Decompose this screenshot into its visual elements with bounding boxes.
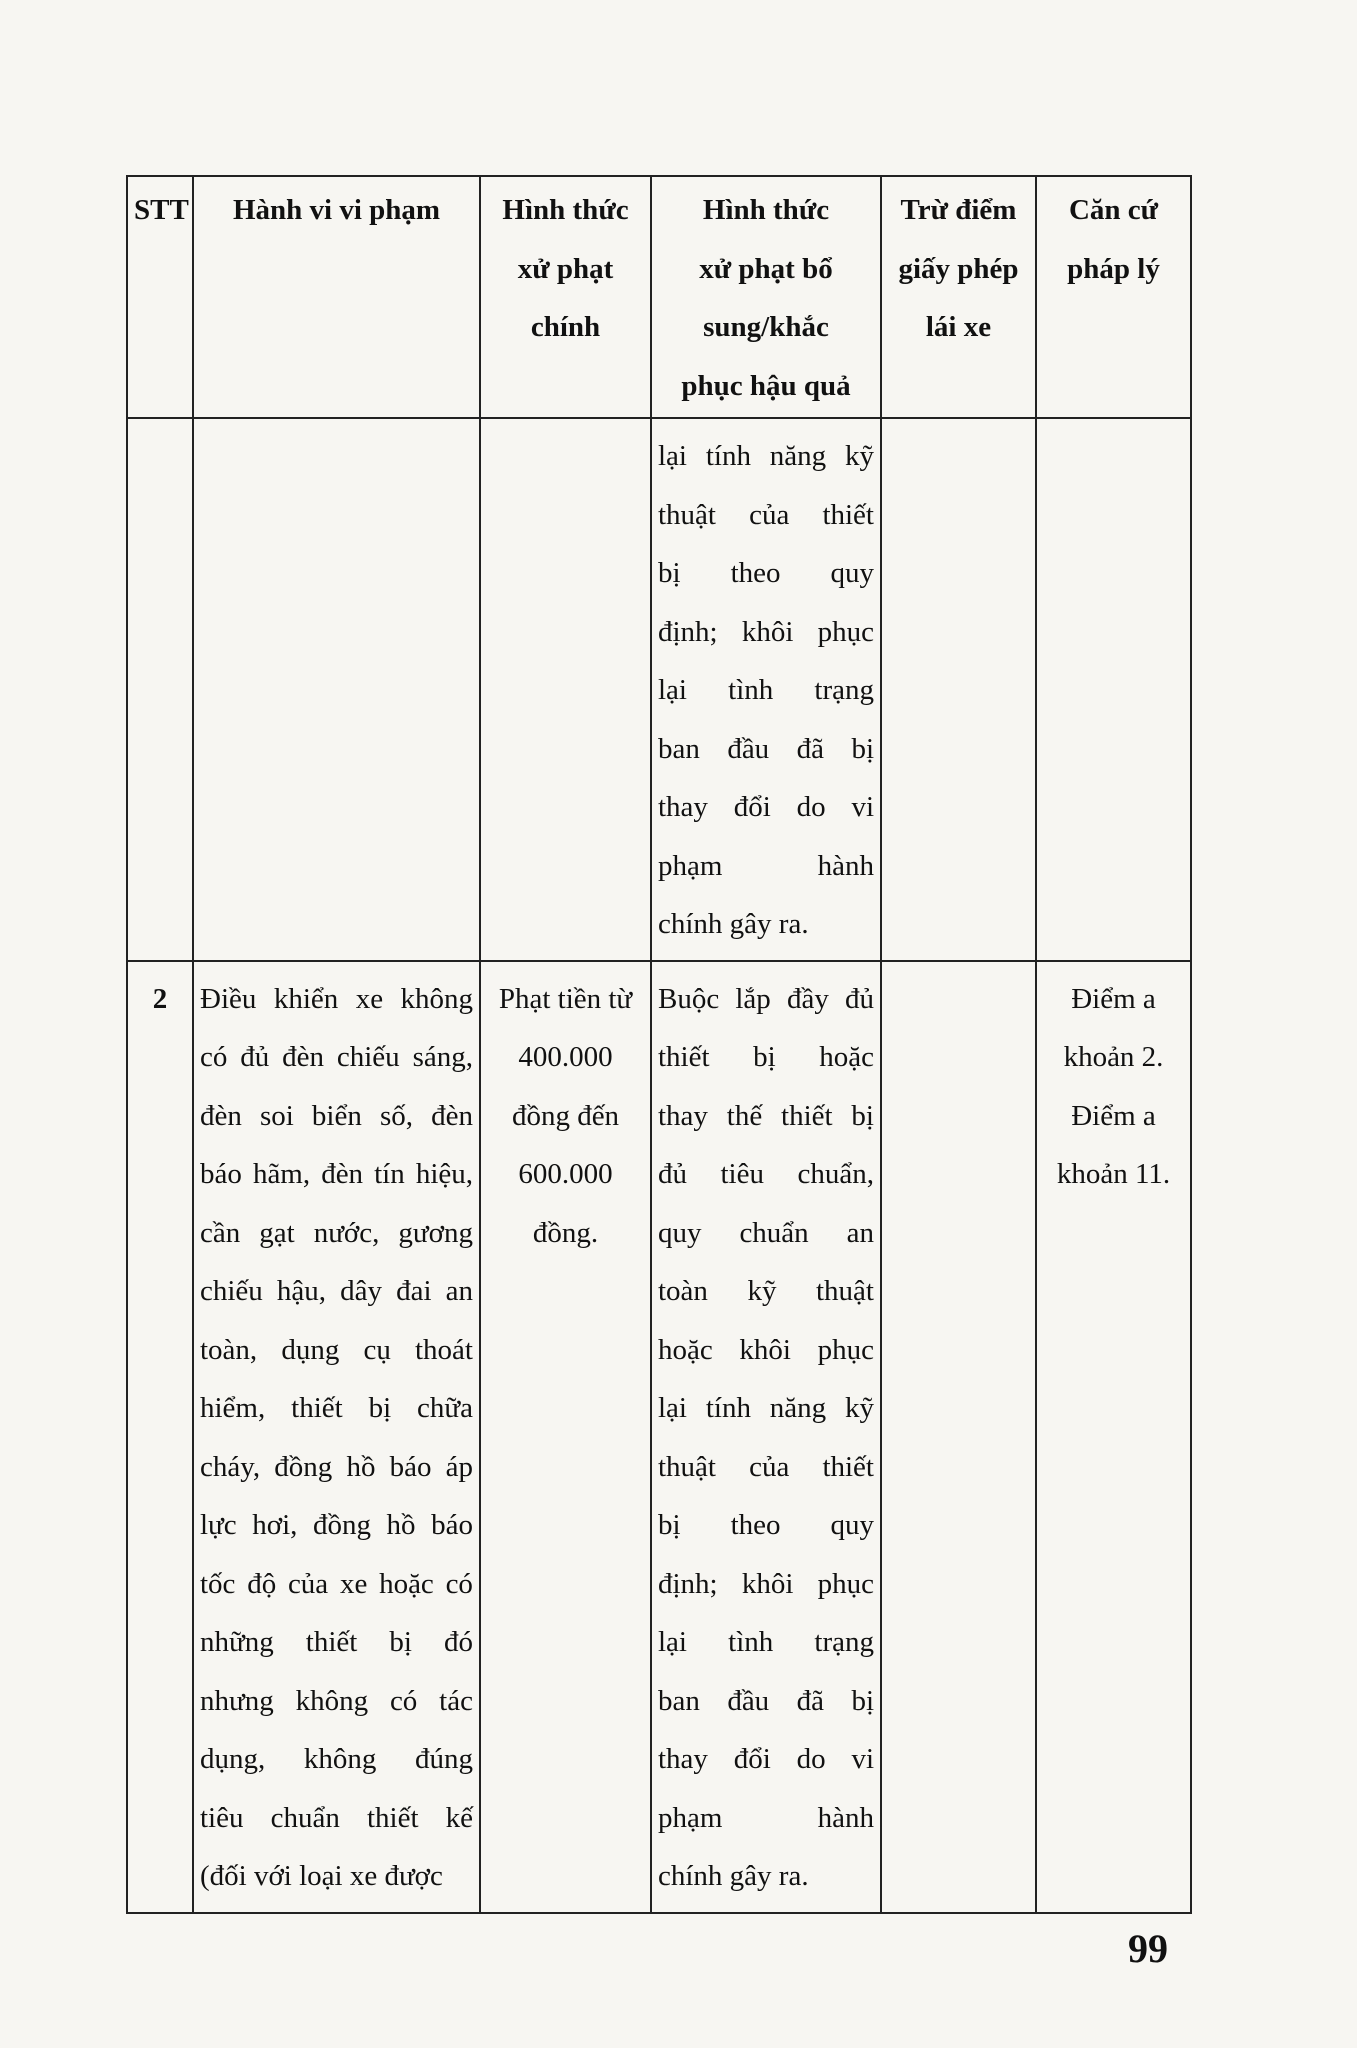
row2-additional-lines — [658, 970, 874, 1906]
text-line: toàn, dụng cụ thoát — [200, 1333, 473, 1366]
header-main-penalty: Hình thức xử phạt chính — [480, 176, 651, 418]
text-line: đủ tiêu chuẩn, — [658, 1158, 874, 1190]
text-line: thiết bị hoặc — [658, 1041, 874, 1073]
text-line: những thiết bị đó — [200, 1626, 473, 1658]
text-line: nhưng không có tác — [200, 1684, 473, 1717]
text-line: quy chuẩn an — [658, 1216, 874, 1249]
text-line: chính gây ra. — [658, 1860, 809, 1892]
text-line: đèn soi biển số, đèn — [200, 1099, 473, 1132]
text-line: tiêu chuẩn thiết kế — [200, 1801, 473, 1834]
row1-main-penalty-cell — [480, 418, 651, 961]
text-line: đồng đến — [511, 1099, 620, 1132]
text-line: (đối với loại xe được — [200, 1860, 443, 1892]
header-stt: STT — [127, 176, 193, 418]
text-line: 600.000 — [518, 1158, 613, 1190]
row1-legal-basis-cell — [1036, 418, 1191, 961]
row1-violation-cell — [193, 418, 480, 961]
row2-main-penalty-cell — [480, 961, 651, 1913]
text-line: có đủ đèn chiếu sáng, — [200, 1041, 473, 1073]
table-row — [127, 418, 1191, 961]
text-line: chính gây ra. — [658, 908, 809, 940]
text-line: Phạt tiền từ — [498, 982, 633, 1015]
text-line: cháy, đồng hồ báo áp — [200, 1450, 473, 1483]
text-line: Điều khiển xe không — [200, 982, 473, 1015]
header-additional-penalty: Hình thức xử phạt bổ sung/khắc phục hậu quả — [651, 176, 881, 418]
header-license-points: Trừ điểm giấy phép lái xe — [881, 176, 1036, 418]
text-line: Điểm a — [1071, 1099, 1156, 1132]
text-line: tốc độ của xe hoặc có — [200, 1567, 473, 1600]
text-line: chiếu hậu, dây đai an — [200, 1275, 473, 1307]
row1-license-points-cell — [881, 418, 1036, 961]
row2-license-points-cell — [881, 961, 1036, 1913]
row2-stt-cell: 2 — [127, 961, 193, 1913]
text-line: bị theo quy — [658, 557, 874, 589]
table-header-row — [127, 176, 1191, 418]
text-line: hoặc khôi phục — [658, 1333, 874, 1366]
text-line: định; khôi phục — [658, 1567, 874, 1600]
row1-additional-penalty-cell — [651, 418, 881, 961]
text-line: thay thế thiết bị — [658, 1099, 874, 1132]
text-line: khoản 2. — [1063, 1041, 1164, 1073]
text-line: báo hãm, đèn tín hiệu, — [200, 1158, 473, 1190]
header-legal-basis: Căn cứ pháp lý — [1036, 176, 1191, 418]
row2-violation-lines — [200, 970, 473, 1906]
text-line: định; khôi phục — [658, 615, 874, 648]
row1-additional-lines — [658, 427, 874, 954]
text-line: hiểm, thiết bị chữa — [200, 1392, 473, 1424]
row2-legal-basis-cell — [1036, 961, 1191, 1913]
header-violation: Hành vi vi phạm — [193, 176, 480, 418]
text-line: thay đổi do vi — [658, 791, 874, 823]
text-line: lực hơi, đồng hồ báo — [200, 1509, 473, 1541]
text-line: thay đổi do vi — [658, 1743, 874, 1775]
row2-main-penalty-lines — [487, 970, 644, 1263]
text-line: bị theo quy — [658, 1509, 874, 1541]
text-line: lại tính năng kỹ — [658, 440, 874, 472]
text-line: 400.000 — [518, 1041, 613, 1073]
row2-legal-basis-lines — [1043, 970, 1184, 1204]
table-row — [127, 961, 1191, 1913]
row2-additional-penalty-cell — [651, 961, 881, 1913]
text-line: ban đầu đã bị — [658, 732, 874, 765]
row1-stt-cell — [127, 418, 193, 961]
text-line: dụng, không đúng — [200, 1743, 473, 1775]
text-line: ban đầu đã bị — [658, 1684, 874, 1717]
text-line: lại tính năng kỹ — [658, 1392, 874, 1424]
text-line: đồng. — [532, 1216, 599, 1249]
text-line: Buộc lắp đầy đủ — [658, 982, 874, 1015]
text-line: lại tình trạng — [658, 674, 874, 706]
text-line: toàn kỹ thuật — [658, 1275, 874, 1307]
text-line: khoản 11. — [1056, 1158, 1171, 1190]
text-line: lại tình trạng — [658, 1626, 874, 1658]
text-line: thuật của thiết — [658, 498, 874, 531]
text-line: phạm hành — [658, 849, 874, 882]
row2-violation-cell — [193, 961, 480, 1913]
page-number: 99 — [1128, 1926, 1168, 1971]
text-line: Điểm a — [1071, 982, 1156, 1015]
text-line: thuật của thiết — [658, 1450, 874, 1483]
text-line: phạm hành — [658, 1801, 874, 1834]
text-line: cần gạt nước, gương — [200, 1216, 473, 1249]
violation-table — [126, 175, 1192, 1914]
